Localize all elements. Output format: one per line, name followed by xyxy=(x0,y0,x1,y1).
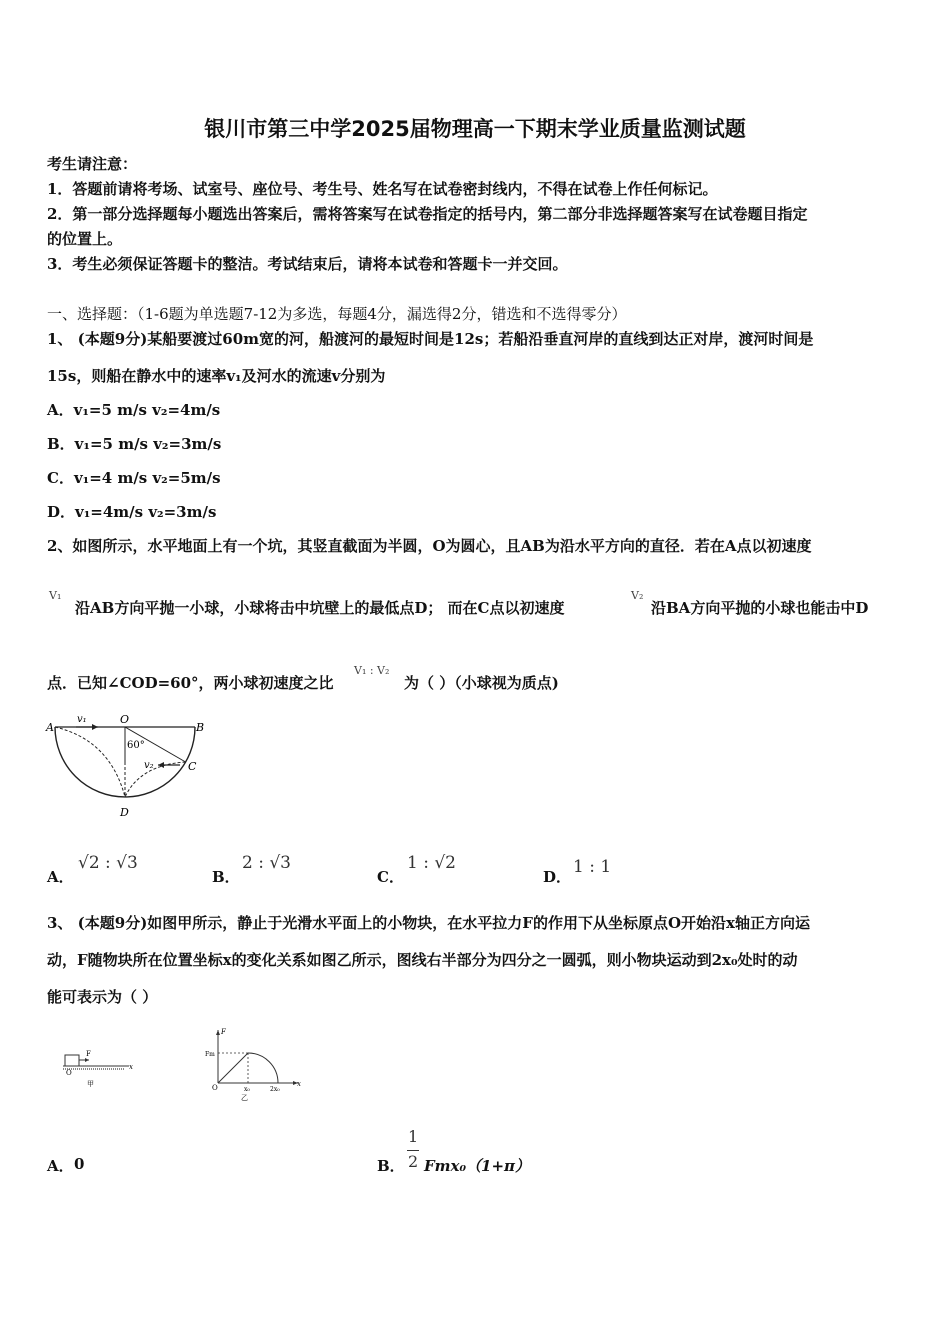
q2-ratio-symbol: V₁ : V₂ xyxy=(354,664,390,677)
y-axis-arrowhead xyxy=(216,1030,220,1035)
q3-stem-line3: 能可表示为（ ） xyxy=(47,988,158,1006)
q2-option-b-label: B． xyxy=(212,868,240,886)
q2-option-a-value: √2 : √3 xyxy=(78,853,138,873)
q2-stem-line1: 2、如图所示，水平地面上有一个坑，其竖直截面为半圆，O为圆心，且AB为沿水平方向的直径．若在A点以初速度 xyxy=(47,537,812,555)
label-v2: v₂ xyxy=(144,760,154,771)
label-b: B xyxy=(196,721,205,734)
fraction-bar xyxy=(407,1150,419,1151)
q2-option-c-value: 1 : √2 xyxy=(407,853,456,873)
q3-option-b-denominator: 2 xyxy=(408,1152,419,1171)
linear-segment xyxy=(218,1053,248,1083)
label-o: O xyxy=(212,1084,218,1092)
trajectory-c xyxy=(125,762,186,797)
q1-stem-line2: 15s，则船在静水中的速率v₁及河水的流速v分别为 xyxy=(47,367,386,385)
label-a: A xyxy=(46,721,54,734)
label-c: C xyxy=(188,760,197,773)
label-x0: x₀ xyxy=(244,1086,250,1093)
q2-option-d-label: D． xyxy=(543,868,572,886)
label-x: x xyxy=(129,1063,133,1071)
q1-option-d: D．v₁=4m/s v₂=3m/s xyxy=(47,503,217,521)
q3-figure-jia xyxy=(55,1045,145,1090)
q2-option-c-label: C． xyxy=(377,868,404,886)
notice-item: 的位置上。 xyxy=(47,230,123,248)
q2-option-d-value: 1 : 1 xyxy=(573,857,612,877)
label-x: x xyxy=(297,1080,301,1088)
q3-option-a-label: A． xyxy=(47,1157,74,1175)
label-o: O xyxy=(66,1069,72,1077)
q1-stem-line1: 1、 (本题9分)某船要渡过60m宽的河，船渡河的最短时间是12s；若船沿垂直河岸的直线到达正对岸，渡河时间是 xyxy=(47,330,814,348)
caption: 乙 xyxy=(241,1094,248,1102)
q2-v2-symbol: V₂ xyxy=(631,589,644,602)
q1-option-a: A．v₁=5 m/s v₂=4m/s xyxy=(47,401,221,419)
q3-figure-yi xyxy=(200,1025,310,1105)
notice-heading: 考生请注意： xyxy=(47,155,138,173)
block xyxy=(65,1055,79,1066)
q2-stem-line3b: 为（ ）（小球视为质点) xyxy=(404,674,559,692)
v1-arrowhead xyxy=(92,724,98,730)
q2-stem-line2b: 沿BA方向平抛的小球也能击中D xyxy=(651,599,869,617)
label-angle: 60° xyxy=(127,740,145,751)
notice-item: 2．第一部分选择题每小题选出答案后，需将答案写在试卷指定的括号内，第二部分非选择题答案写在试卷题目指定 xyxy=(47,205,808,223)
q2-stem-line3a: 点．已知∠COD=60°，两小球初速度之比 xyxy=(47,674,334,692)
q2-option-a-label: A． xyxy=(47,868,74,886)
force-arrowhead xyxy=(85,1058,89,1062)
label-d: D xyxy=(120,806,129,819)
page-title: 银川市第三中学2025届物理高一下期末学业质量监测试题 xyxy=(204,117,746,141)
q2-v1-symbol: V₁ xyxy=(49,589,62,602)
label-o: O xyxy=(120,713,130,726)
label-f: F xyxy=(221,1028,226,1036)
q2-stem-line2a: 沿AB方向平抛一小球，小球将击中坑壁上的最低点D； 而在C点以初速度 xyxy=(75,599,565,617)
label-v1: v₁ xyxy=(77,714,87,725)
label-fm: Fm xyxy=(205,1051,215,1058)
quarter-arc xyxy=(248,1053,278,1083)
caption: 甲 xyxy=(87,1080,94,1088)
q3-option-a-value: 0 xyxy=(74,1155,85,1173)
label-2x0: 2x₀ xyxy=(270,1086,280,1093)
section-heading: 一、选择题：（1-6题为单选题7-12为多选，每题4分，漏选得2分，错选和不选得零分） xyxy=(47,305,627,323)
q1-option-c: C．v₁=4 m/s v₂=5m/s xyxy=(47,469,221,487)
q3-stem-line2: 动，F随物块所在位置坐标x的变化关系如图乙所示，图线右半部分为四分之一圆弧，则小物块运动到2x₀处时的动 xyxy=(47,951,798,969)
q3-option-b-label: B． xyxy=(377,1157,405,1175)
notice-item: 3．考生必须保证答题卡的整洁。考试结束后，请将本试卷和答题卡一并交回。 xyxy=(47,255,568,273)
q3-option-b-numerator: 1 xyxy=(408,1127,419,1146)
label-f: F xyxy=(86,1050,91,1058)
q2-option-b-value: 2 : √3 xyxy=(242,853,291,873)
notice-item: 1．答题前请将考场、试室号、座位号、考生号、姓名写在试卷密封线内，不得在试卷上作任何标记。 xyxy=(47,180,718,198)
trajectory-a xyxy=(55,727,125,797)
q2-semicircle-figure xyxy=(40,710,220,822)
q3-stem-line1: 3、 (本题9分)如图甲所示，静止于光滑水平面上的小物块，在水平拉力F的作用下从坐标原点O开始沿x轴正方向运 xyxy=(47,914,810,932)
q1-option-b: B．v₁=5 m/s v₂=3m/s xyxy=(47,435,222,453)
q3-option-b-value: Fmx₀（1+π） xyxy=(424,1157,531,1175)
